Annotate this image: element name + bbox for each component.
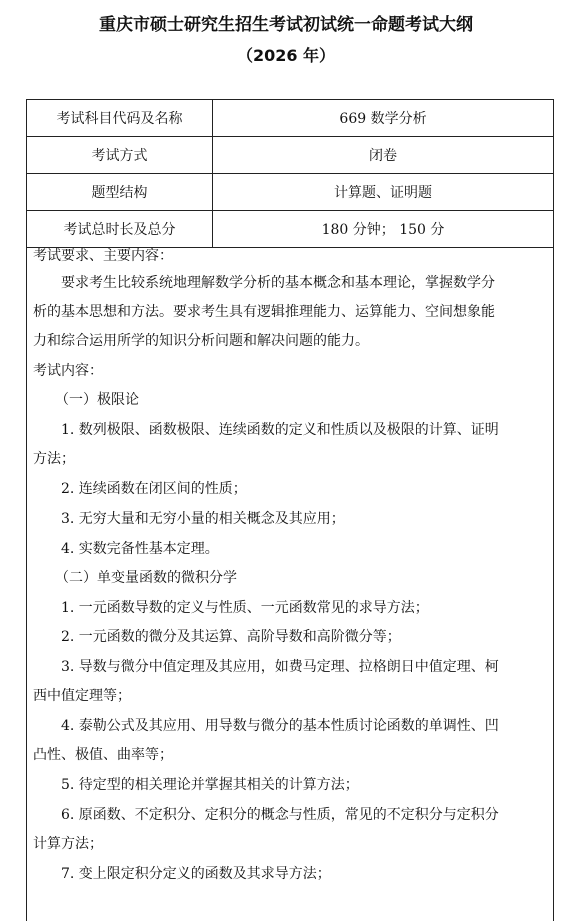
requirements-heading: 考试要求、主要内容： (33, 248, 173, 264)
list-item: 4. 泰勒公式及其应用、用导数与微分的基本性质讨论函数的单调性、凹 (61, 718, 499, 734)
list-item: 7. 变上限定积分定义的函数及其求导方法； (61, 866, 331, 882)
requirements-line: 析的基本思想和方法。要求考生具有逻辑推理能力、运算能力、空间想象能 (33, 304, 495, 320)
list-item: 2. 一元函数的微分及其运算、高阶导数和高阶微分等； (61, 629, 401, 645)
list-item: 1. 一元函数导数的定义与性质、一元函数常见的求导方法； (61, 600, 429, 616)
document-year: （2026 年） (236, 46, 336, 65)
contents-heading: 考试内容： (33, 363, 103, 379)
list-item: 3. 无穷大量和无穷小量的相关概念及其应用； (61, 511, 345, 527)
list-item: 6. 原函数、不定积分、定积分的概念与性质，常见的不定积分与定积分 (61, 807, 499, 823)
info-value: 669 数学分析 (213, 100, 554, 137)
list-item: 1. 数列极限、函数极限、连续函数的定义和性质以及极限的计算、证明 (61, 422, 499, 438)
table-row (27, 100, 554, 137)
content-box (26, 241, 554, 921)
list-item: 方法； (33, 451, 75, 467)
section-title: （二）单变量函数的微积分学 (55, 570, 237, 586)
exam-info-table (26, 99, 554, 248)
info-value: 闭卷 (213, 137, 554, 174)
list-item: 4. 实数完备性基本定理。 (61, 541, 219, 557)
list-item: 凸性、极值、曲率等； (33, 747, 173, 763)
list-item: 2. 连续函数在闭区间的性质； (61, 481, 247, 497)
info-value: 计算题、证明题 (213, 174, 554, 211)
requirements-line: 力和综合运用所学的知识分析问题和解决问题的能力。 (33, 333, 369, 349)
info-label: 考试总时长及总分 (27, 211, 213, 248)
document-title: 重庆市硕士研究生招生考试初试统一命题考试大纲 (99, 15, 473, 35)
requirements-line: 要求考生比较系统地理解数学分析的基本概念和基本理论，掌握数学分 (61, 275, 495, 291)
table-row (27, 174, 554, 211)
info-value: 180 分钟； 150 分 (213, 211, 554, 248)
list-item: 西中值定理等； (33, 688, 131, 704)
info-label: 题型结构 (27, 174, 213, 211)
info-label: 考试科目代码及名称 (27, 100, 213, 137)
table-row (27, 137, 554, 174)
list-item: 计算方法； (33, 836, 103, 852)
info-label: 考试方式 (27, 137, 213, 174)
section-title: （一）极限论 (55, 392, 139, 408)
list-item: 5. 待定型的相关理论并掌握其相关的计算方法； (61, 777, 359, 793)
list-item: 3. 导数与微分中值定理及其应用，如费马定理、拉格朗日中值定理、柯 (61, 659, 499, 675)
